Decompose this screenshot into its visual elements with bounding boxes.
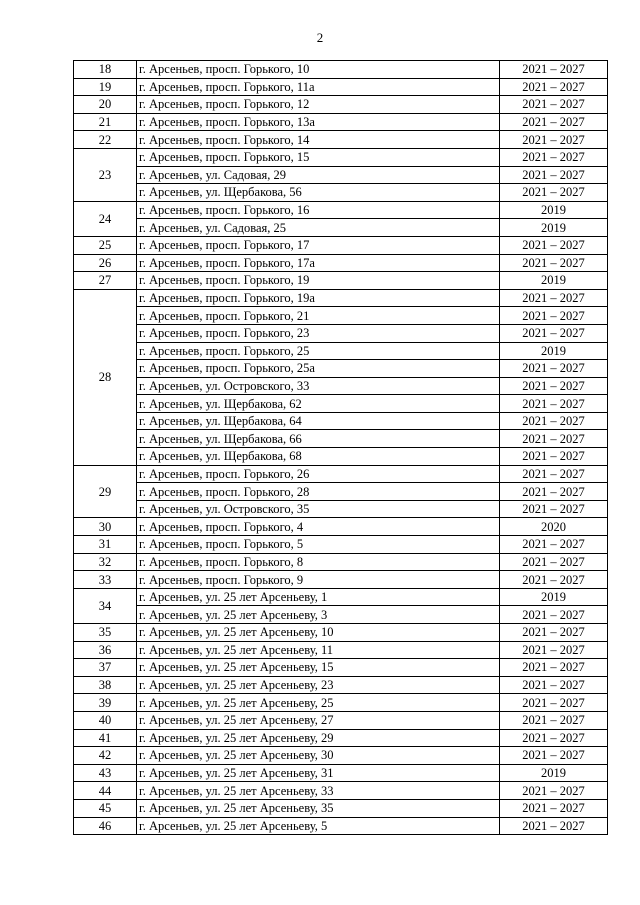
table-row bbox=[74, 659, 608, 677]
row-number: 24 bbox=[74, 201, 137, 236]
years-cell: 2021 – 2027 bbox=[500, 184, 608, 202]
address-cell: г. Арсеньев, ул. Садовая, 25 bbox=[137, 219, 500, 237]
years-cell: 2019 bbox=[500, 219, 608, 237]
row-number: 37 bbox=[74, 659, 137, 677]
address-cell: г. Арсеньев, просп. Горького, 14 bbox=[137, 131, 500, 149]
table-row bbox=[74, 78, 608, 96]
row-number: 25 bbox=[74, 236, 137, 254]
table-row bbox=[74, 588, 608, 606]
row-number: 44 bbox=[74, 782, 137, 800]
row-number: 42 bbox=[74, 747, 137, 765]
table-row bbox=[74, 764, 608, 782]
address-cell: г. Арсеньев, ул. 25 лет Арсеньеву, 23 bbox=[137, 676, 500, 694]
address-cell: г. Арсеньев, просп. Горького, 23 bbox=[137, 324, 500, 342]
years-cell: 2021 – 2027 bbox=[500, 113, 608, 131]
table-row bbox=[74, 518, 608, 536]
years-cell: 2021 – 2027 bbox=[500, 377, 608, 395]
row-number: 28 bbox=[74, 289, 137, 465]
row-number: 19 bbox=[74, 78, 137, 96]
table-row bbox=[74, 500, 608, 518]
address-cell: г. Арсеньев, ул. 25 лет Арсеньеву, 11 bbox=[137, 641, 500, 659]
address-cell: г. Арсеньев, просп. Горького, 16 bbox=[137, 201, 500, 219]
table-row bbox=[74, 412, 608, 430]
row-number: 43 bbox=[74, 764, 137, 782]
years-cell: 2021 – 2027 bbox=[500, 395, 608, 413]
address-cell: г. Арсеньев, просп. Горького, 5 bbox=[137, 536, 500, 554]
table-row bbox=[74, 219, 608, 237]
table-row bbox=[74, 272, 608, 290]
row-number: 34 bbox=[74, 588, 137, 623]
years-cell: 2021 – 2027 bbox=[500, 96, 608, 114]
table-row bbox=[74, 236, 608, 254]
years-cell: 2021 – 2027 bbox=[500, 289, 608, 307]
row-number: 46 bbox=[74, 817, 137, 835]
table-row bbox=[74, 113, 608, 131]
address-cell: г. Арсеньев, ул. Щербакова, 62 bbox=[137, 395, 500, 413]
row-number: 41 bbox=[74, 729, 137, 747]
address-cell: г. Арсеньев, ул. 25 лет Арсеньеву, 10 bbox=[137, 624, 500, 642]
table-row bbox=[74, 395, 608, 413]
address-cell: г. Арсеньев, просп. Горького, 19 bbox=[137, 272, 500, 290]
years-cell: 2021 – 2027 bbox=[500, 500, 608, 518]
address-cell: г. Арсеньев, ул. Островского, 33 bbox=[137, 377, 500, 395]
years-cell: 2021 – 2027 bbox=[500, 254, 608, 272]
address-cell: г. Арсеньев, ул. 25 лет Арсеньеву, 5 bbox=[137, 817, 500, 835]
table-row bbox=[74, 166, 608, 184]
years-cell: 2021 – 2027 bbox=[500, 324, 608, 342]
years-cell: 2021 – 2027 bbox=[500, 571, 608, 589]
address-cell: г. Арсеньев, ул. Щербакова, 68 bbox=[137, 448, 500, 466]
years-cell: 2021 – 2027 bbox=[500, 536, 608, 554]
years-cell: 2021 – 2027 bbox=[500, 236, 608, 254]
address-cell: г. Арсеньев, просп. Горького, 17а bbox=[137, 254, 500, 272]
years-cell: 2019 bbox=[500, 201, 608, 219]
years-cell: 2021 – 2027 bbox=[500, 465, 608, 483]
years-cell: 2021 – 2027 bbox=[500, 61, 608, 79]
table-row bbox=[74, 448, 608, 466]
table-row bbox=[74, 307, 608, 325]
years-cell: 2020 bbox=[500, 518, 608, 536]
row-number: 26 bbox=[74, 254, 137, 272]
row-number: 39 bbox=[74, 694, 137, 712]
years-cell: 2021 – 2027 bbox=[500, 729, 608, 747]
address-cell: г. Арсеньев, просп. Горького, 26 bbox=[137, 465, 500, 483]
table-row bbox=[74, 553, 608, 571]
years-cell: 2021 – 2027 bbox=[500, 360, 608, 378]
years-cell: 2021 – 2027 bbox=[500, 676, 608, 694]
row-number: 35 bbox=[74, 624, 137, 642]
address-cell: г. Арсеньев, ул. 25 лет Арсеньеву, 31 bbox=[137, 764, 500, 782]
row-number: 20 bbox=[74, 96, 137, 114]
address-cell: г. Арсеньев, ул. 25 лет Арсеньеву, 3 bbox=[137, 606, 500, 624]
address-cell: г. Арсеньев, ул. 25 лет Арсеньеву, 27 bbox=[137, 711, 500, 729]
table-row bbox=[74, 483, 608, 501]
address-cell: г. Арсеньев, ул. Щербакова, 64 bbox=[137, 412, 500, 430]
address-cell: г. Арсеньев, просп. Горького, 9 bbox=[137, 571, 500, 589]
table-row bbox=[74, 624, 608, 642]
address-cell: г. Арсеньев, ул. 25 лет Арсеньеву, 1 bbox=[137, 588, 500, 606]
table-row bbox=[74, 571, 608, 589]
years-cell: 2021 – 2027 bbox=[500, 606, 608, 624]
years-cell: 2021 – 2027 bbox=[500, 166, 608, 184]
address-cell: г. Арсеньев, ул. Садовая, 29 bbox=[137, 166, 500, 184]
table-row bbox=[74, 201, 608, 219]
address-cell: г. Арсеньев, просп. Горького, 25а bbox=[137, 360, 500, 378]
table-row bbox=[74, 694, 608, 712]
table-row bbox=[74, 711, 608, 729]
address-cell: г. Арсеньев, просп. Горького, 11а bbox=[137, 78, 500, 96]
address-cell: г. Арсеньев, просп. Горького, 15 bbox=[137, 148, 500, 166]
address-cell: г. Арсеньев, ул. 25 лет Арсеньеву, 29 bbox=[137, 729, 500, 747]
page-number: 2 bbox=[316, 30, 324, 45]
years-cell: 2019 bbox=[500, 764, 608, 782]
years-cell: 2021 – 2027 bbox=[500, 641, 608, 659]
address-cell: г. Арсеньев, ул. Островского, 35 bbox=[137, 500, 500, 518]
years-cell: 2021 – 2027 bbox=[500, 694, 608, 712]
address-cell: г. Арсеньев, просп. Горького, 21 bbox=[137, 307, 500, 325]
address-cell: г. Арсеньев, ул. 25 лет Арсеньеву, 33 bbox=[137, 782, 500, 800]
table-row bbox=[74, 799, 608, 817]
table-row bbox=[74, 782, 608, 800]
table-row bbox=[74, 536, 608, 554]
table-row bbox=[74, 817, 608, 835]
years-cell: 2021 – 2027 bbox=[500, 307, 608, 325]
row-number: 18 bbox=[74, 61, 137, 79]
row-number: 30 bbox=[74, 518, 137, 536]
years-cell: 2021 – 2027 bbox=[500, 817, 608, 835]
years-cell: 2021 – 2027 bbox=[500, 659, 608, 677]
address-cell: г. Арсеньев, ул. 25 лет Арсеньеву, 35 bbox=[137, 799, 500, 817]
table-row bbox=[74, 747, 608, 765]
table-row bbox=[74, 606, 608, 624]
address-cell: г. Арсеньев, просп. Горького, 19а bbox=[137, 289, 500, 307]
years-cell: 2021 – 2027 bbox=[500, 624, 608, 642]
address-cell: г. Арсеньев, просп. Горького, 13а bbox=[137, 113, 500, 131]
row-number: 32 bbox=[74, 553, 137, 571]
table-row bbox=[74, 131, 608, 149]
years-cell: 2021 – 2027 bbox=[500, 782, 608, 800]
table-row bbox=[74, 377, 608, 395]
table-row bbox=[74, 430, 608, 448]
row-number: 38 bbox=[74, 676, 137, 694]
address-cell: г. Арсеньев, ул. 25 лет Арсеньеву, 15 bbox=[137, 659, 500, 677]
years-cell: 2021 – 2027 bbox=[500, 553, 608, 571]
row-number: 21 bbox=[74, 113, 137, 131]
table-row bbox=[74, 289, 608, 307]
years-cell: 2019 bbox=[500, 342, 608, 360]
address-cell: г. Арсеньев, просп. Горького, 12 bbox=[137, 96, 500, 114]
table-row bbox=[74, 360, 608, 378]
years-cell: 2021 – 2027 bbox=[500, 78, 608, 96]
address-table bbox=[73, 60, 608, 835]
years-cell: 2019 bbox=[500, 588, 608, 606]
row-number: 40 bbox=[74, 711, 137, 729]
years-cell: 2021 – 2027 bbox=[500, 483, 608, 501]
row-number: 22 bbox=[74, 131, 137, 149]
years-cell: 2021 – 2027 bbox=[500, 711, 608, 729]
table-row bbox=[74, 676, 608, 694]
row-number: 27 bbox=[74, 272, 137, 290]
address-table-body bbox=[74, 61, 608, 835]
table-row bbox=[74, 641, 608, 659]
table-row bbox=[74, 254, 608, 272]
address-cell: г. Арсеньев, ул. Щербакова, 66 bbox=[137, 430, 500, 448]
address-cell: г. Арсеньев, ул. Щербакова, 56 bbox=[137, 184, 500, 202]
row-number: 36 bbox=[74, 641, 137, 659]
table-row bbox=[74, 148, 608, 166]
address-cell: г. Арсеньев, просп. Горького, 4 bbox=[137, 518, 500, 536]
years-cell: 2021 – 2027 bbox=[500, 747, 608, 765]
table-row bbox=[74, 61, 608, 79]
years-cell: 2021 – 2027 bbox=[500, 131, 608, 149]
address-cell: г. Арсеньев, ул. 25 лет Арсеньеву, 25 bbox=[137, 694, 500, 712]
table-row bbox=[74, 342, 608, 360]
table-row bbox=[74, 729, 608, 747]
table-row bbox=[74, 324, 608, 342]
row-number: 33 bbox=[74, 571, 137, 589]
years-cell: 2021 – 2027 bbox=[500, 148, 608, 166]
table-row bbox=[74, 96, 608, 114]
address-cell: г. Арсеньев, просп. Горького, 28 bbox=[137, 483, 500, 501]
table-row bbox=[74, 184, 608, 202]
years-cell: 2021 – 2027 bbox=[500, 448, 608, 466]
years-cell: 2019 bbox=[500, 272, 608, 290]
years-cell: 2021 – 2027 bbox=[500, 430, 608, 448]
table-row bbox=[74, 465, 608, 483]
address-cell: г. Арсеньев, просп. Горького, 10 bbox=[137, 61, 500, 79]
row-number: 31 bbox=[74, 536, 137, 554]
address-cell: г. Арсеньев, просп. Горького, 8 bbox=[137, 553, 500, 571]
row-number: 29 bbox=[74, 465, 137, 518]
years-cell: 2021 – 2027 bbox=[500, 412, 608, 430]
address-cell: г. Арсеньев, просп. Горького, 17 bbox=[137, 236, 500, 254]
address-cell: г. Арсеньев, ул. 25 лет Арсеньеву, 30 bbox=[137, 747, 500, 765]
years-cell: 2021 – 2027 bbox=[500, 799, 608, 817]
address-cell: г. Арсеньев, просп. Горького, 25 bbox=[137, 342, 500, 360]
row-number: 45 bbox=[74, 799, 137, 817]
row-number: 23 bbox=[74, 148, 137, 201]
